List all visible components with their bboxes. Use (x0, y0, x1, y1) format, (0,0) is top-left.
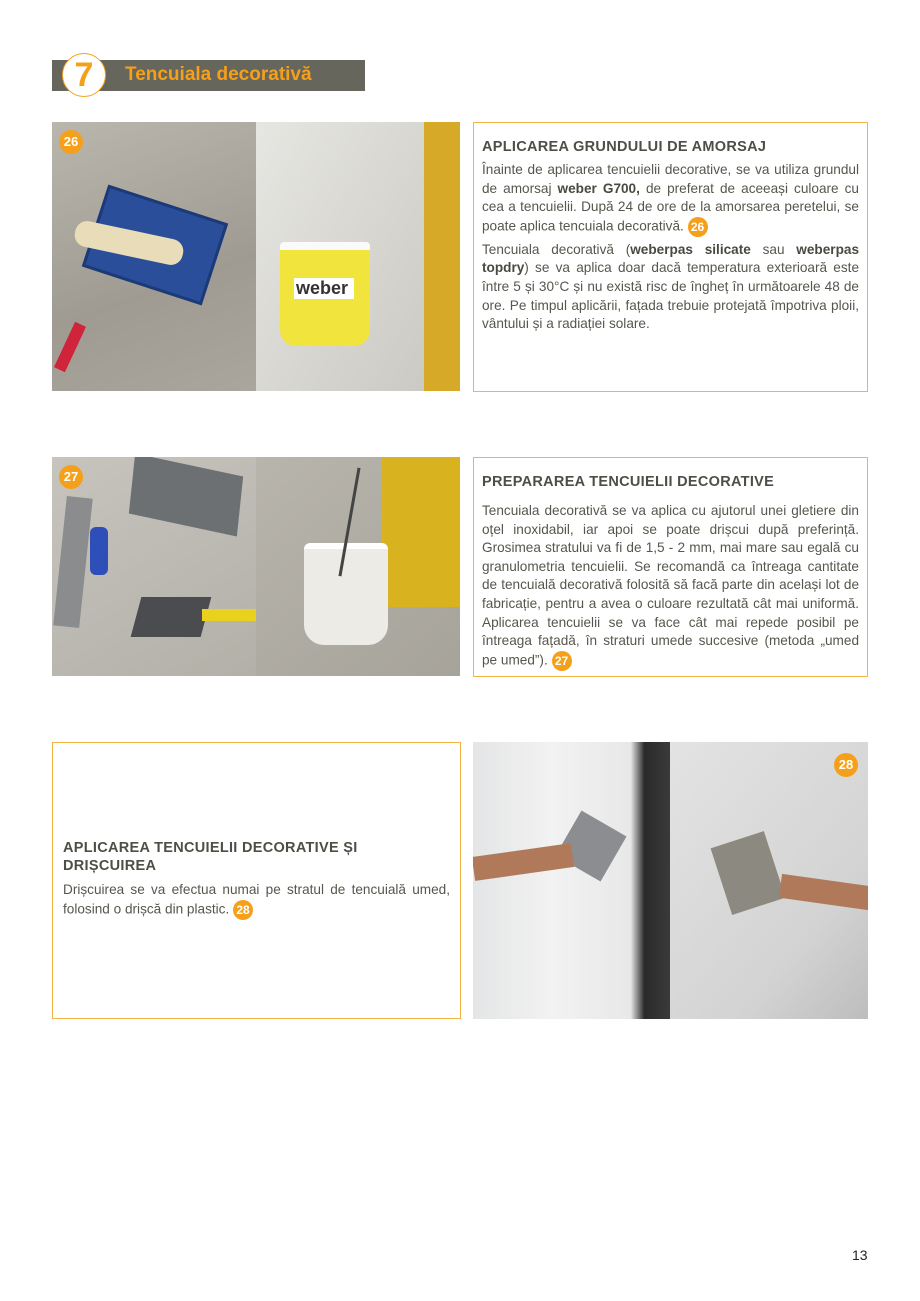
text: Tencuiala decorativă se va aplica cu ajutorul unei gletiere din oțel inoxidabil, iar apoi se poate drișcui după preferință. Grosimea stratului va fi de 1,5 - 2 mm, mai mare sau egală cu granulometria tencuielii. Se recomandă ca întreaga cantitate de tencuială decorativă folosită să facă parte din același lot de fabricație, pentru a avea o culoare rezultată cât mai uniformă. Aplicarea tencuielii se va face cât mai repede posibil pe întreaga fațadă, în straturi umede succesive (metoda „umed pe umed”). (482, 503, 859, 668)
bucket-label: weber (294, 278, 354, 299)
section-primer (473, 122, 868, 392)
section-number: 7 (62, 53, 106, 97)
product-name: weberpas silicate (630, 241, 751, 257)
worker-legs (382, 457, 460, 607)
product-name: weberpas topdry (482, 241, 860, 276)
spatula (53, 496, 92, 628)
text: Drișcuirea se va efectua numai pe stratul de tencuială umed, folosind o drișcă din plastic. (63, 882, 450, 917)
text: Tencuiala decorativă ( (482, 241, 631, 257)
section-preparation (473, 457, 868, 677)
section-heading: PREPARAREA TENCUIELII DECORATIVE (482, 474, 775, 490)
bucket (280, 242, 370, 346)
putty-knife (131, 597, 212, 637)
section-heading: APLICAREA TENCUIELII DECORATIVE ȘI DRIȘCUIREA (63, 840, 358, 874)
product-name: weber G700, (557, 180, 640, 196)
photo-primer-bucket (256, 122, 460, 391)
photo-roller-tools (52, 122, 256, 391)
steel-trowel (129, 457, 243, 536)
photo-trowels (52, 457, 256, 676)
text: ) se va aplica doar dacă temperatura exterioară este între 5 și 30°C și nu există risc de îngheț în următoarele 48 de ore. Pe timpul aplicării, fațada trebuie protejată împotriva ploii, vântului și a radiației solare. (482, 260, 859, 332)
yellow-handle (202, 609, 256, 621)
figure-ref-badge: 27 (552, 651, 572, 671)
paragraph (482, 161, 859, 237)
worker-arm (779, 874, 868, 910)
page-number: 13 (852, 1247, 868, 1263)
worker-arm (473, 843, 574, 881)
figure-badge-27: 27 (59, 465, 83, 489)
photo-trowel-application (473, 742, 670, 1019)
figure-ref-badge: 28 (233, 900, 253, 920)
section-application (52, 742, 461, 1019)
section-heading: APLICAREA GRUNDULUI DE AMORSAJ (482, 139, 767, 155)
text: de preferat de aceeași culoare cu cea a tencuielii. După 24 de ore de la amorsarea peretelui, se poate aplica tencuiala decorativă. (482, 180, 859, 234)
paragraph (63, 881, 450, 920)
text: sau (750, 241, 797, 257)
paragraph (482, 241, 859, 334)
section-title: Tencuiala decorativă (125, 64, 312, 85)
figure-badge-26: 26 (59, 130, 83, 154)
worker-leg (424, 122, 460, 391)
photo-float-finishing (670, 742, 868, 1019)
plastic-float (711, 831, 786, 915)
figure-badge-28: 28 (834, 753, 858, 777)
blue-handle (90, 527, 108, 575)
figure-ref-badge: 26 (688, 217, 708, 237)
text: Înainte de aplicarea tencuielii decorative, se va utiliza grundul de amorsaj (482, 162, 859, 196)
photo-mixing (256, 457, 460, 676)
roller-handle (54, 322, 86, 372)
mixing-bucket (304, 543, 388, 645)
paragraph (482, 502, 859, 671)
